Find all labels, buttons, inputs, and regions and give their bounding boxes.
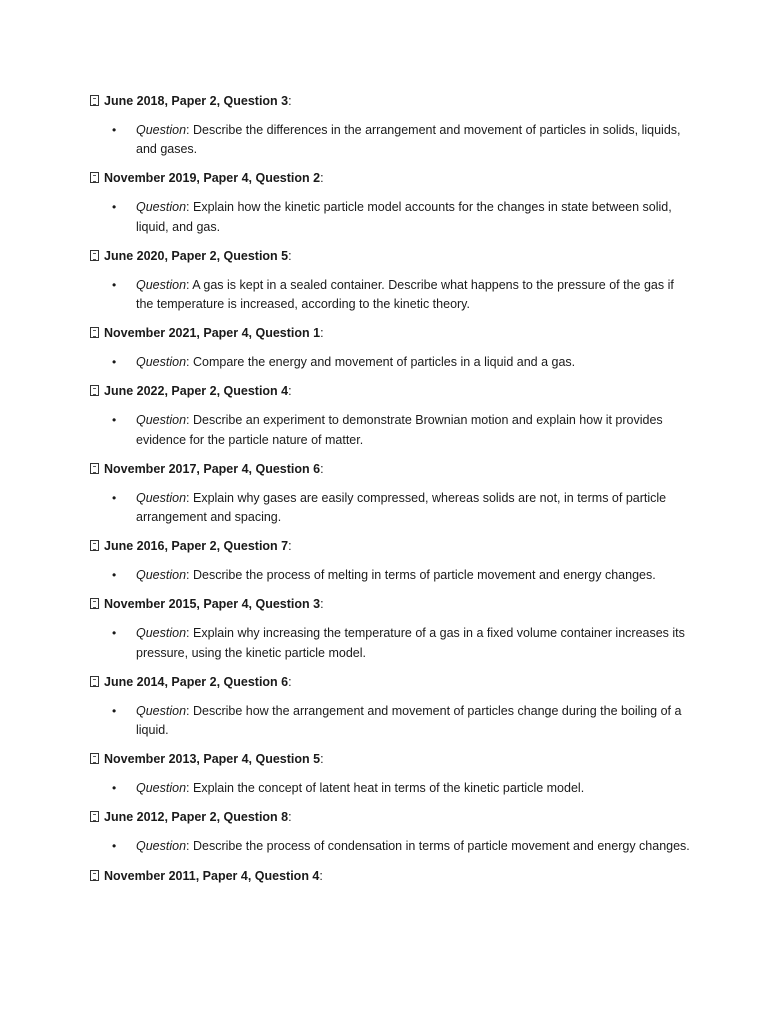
bullet-icon: • [112, 413, 117, 428]
missing-glyph-icon [90, 598, 99, 609]
question-bullet-item [90, 353, 690, 372]
question-bullet-item [90, 779, 690, 798]
question-label: Question [136, 568, 187, 583]
question-text: : Explain why increasing the temperature of a gas in a fixed volume container increases its pressure, using the kinetic particle model. [136, 626, 685, 660]
entry-title: November 2017, Paper 4, Question 6 [104, 461, 321, 476]
entry-title-colon: : [288, 248, 292, 263]
entry-heading [90, 867, 690, 886]
entry-title: June 2020, Paper 2, Question 5 [104, 248, 289, 263]
entry-title: June 2012, Paper 2, Question 8 [104, 810, 289, 825]
question-entry [90, 460, 690, 527]
entry-heading [90, 460, 690, 479]
missing-glyph-icon [90, 676, 99, 687]
entry-title-colon: : [320, 597, 324, 612]
entry-heading [90, 92, 690, 111]
entry-heading [90, 808, 690, 827]
question-label: Question [136, 839, 187, 854]
question-text: : Describe an experiment to demonstrate Brownian motion and explain how it provides evidence for the particle nature of matter. [136, 413, 663, 447]
question-text: : Describe the process of melting in terms of particle movement and energy changes. [186, 568, 656, 583]
bullet-icon: • [112, 200, 117, 215]
entry-title-colon: : [320, 171, 324, 186]
entry-heading [90, 382, 690, 401]
question-bullet-item [90, 624, 690, 662]
question-entry [90, 750, 690, 798]
missing-glyph-icon [90, 250, 99, 261]
missing-glyph-icon [90, 870, 99, 881]
bullet-icon: • [112, 626, 117, 641]
entry-title-colon: : [320, 326, 324, 341]
question-entry [90, 247, 690, 314]
bullet-icon: • [112, 839, 117, 854]
entry-title: November 2019, Paper 4, Question 2 [104, 171, 321, 186]
question-list [90, 92, 690, 896]
entry-title-colon: : [288, 384, 292, 399]
entry-title-colon: : [319, 868, 323, 883]
missing-glyph-icon [90, 753, 99, 764]
question-bullet-item [90, 276, 690, 314]
question-label: Question [136, 703, 187, 718]
question-entry [90, 867, 690, 886]
entry-title: November 2021, Paper 4, Question 1 [104, 326, 321, 341]
question-bullet-item [90, 489, 690, 527]
bullet-icon: • [112, 781, 117, 796]
entry-heading [90, 673, 690, 692]
question-label: Question [136, 413, 187, 428]
question-text: : Describe the differences in the arrangement and movement of particles in solids, liquids, and gases. [136, 123, 681, 157]
entry-heading [90, 595, 690, 614]
question-text: : Explain how the kinetic particle model accounts for the changes in state between solid, liquid, and gas. [136, 200, 672, 234]
entry-title-colon: : [288, 810, 292, 825]
question-label: Question [136, 355, 187, 370]
missing-glyph-icon [90, 385, 99, 396]
entry-heading [90, 169, 690, 188]
entry-title: June 2016, Paper 2, Question 7 [104, 539, 289, 554]
question-entry [90, 324, 690, 372]
question-text: : Describe how the arrangement and movement of particles change during the boiling of a liquid. [136, 703, 682, 738]
question-label: Question [136, 123, 187, 137]
bullet-icon: • [112, 568, 117, 583]
question-label: Question [136, 277, 187, 292]
missing-glyph-icon [90, 463, 99, 474]
entry-heading [90, 247, 690, 266]
bullet-icon: • [112, 277, 117, 292]
entry-heading [90, 537, 690, 556]
missing-glyph-icon [90, 540, 99, 551]
question-label: Question [136, 781, 187, 796]
question-label: Question [136, 490, 187, 505]
question-entry [90, 595, 690, 662]
question-bullet-item [90, 566, 690, 585]
question-entry [90, 673, 690, 740]
question-bullet-item [90, 837, 690, 856]
bullet-icon: • [112, 355, 117, 370]
question-label: Question [136, 200, 187, 215]
question-bullet-item [90, 702, 690, 740]
question-text: : Explain why gases are easily compressed, whereas solids are not, in terms of particle arrangement and spacing. [136, 490, 667, 525]
entry-title-colon: : [288, 539, 292, 554]
question-entry [90, 537, 690, 585]
question-bullet-item [90, 411, 690, 449]
question-bullet-item [90, 198, 690, 236]
question-entry [90, 92, 690, 159]
missing-glyph-icon [90, 95, 99, 106]
question-text: : A gas is kept in a sealed container. Describe what happens to the pressure of the gas if the temperature is increased, according to the kinetic theory. [136, 277, 674, 312]
question-text: : Describe the process of condensation in terms of particle movement and energy changes. [186, 839, 690, 854]
question-entry [90, 169, 690, 236]
entry-title-colon: : [288, 674, 292, 689]
question-text: : Explain the concept of latent heat in terms of the kinetic particle model. [186, 781, 585, 796]
bullet-icon: • [112, 490, 117, 505]
entry-title-colon: : [288, 94, 292, 108]
missing-glyph-icon [90, 811, 99, 822]
question-bullet-item [90, 121, 690, 159]
question-text: : Compare the energy and movement of particles in a liquid and a gas. [186, 355, 576, 370]
question-label: Question [136, 626, 187, 641]
entry-title: June 2014, Paper 2, Question 6 [104, 674, 289, 689]
entry-title-colon: : [320, 752, 324, 767]
bullet-icon: • [112, 703, 117, 718]
question-entry [90, 382, 690, 449]
entry-title: November 2013, Paper 4, Question 5 [104, 752, 321, 767]
missing-glyph-icon [90, 327, 99, 338]
entry-title-colon: : [320, 461, 324, 476]
question-entry [90, 808, 690, 856]
entry-title: June 2018, Paper 2, Question 3 [104, 94, 289, 108]
entry-heading [90, 750, 690, 769]
entry-title: November 2015, Paper 4, Question 3 [104, 597, 321, 612]
missing-glyph-icon [90, 172, 99, 183]
entry-title: November 2011, Paper 4, Question 4 [104, 868, 320, 883]
entry-heading [90, 324, 690, 343]
bullet-icon: • [112, 123, 117, 137]
entry-title: June 2022, Paper 2, Question 4 [104, 384, 289, 399]
